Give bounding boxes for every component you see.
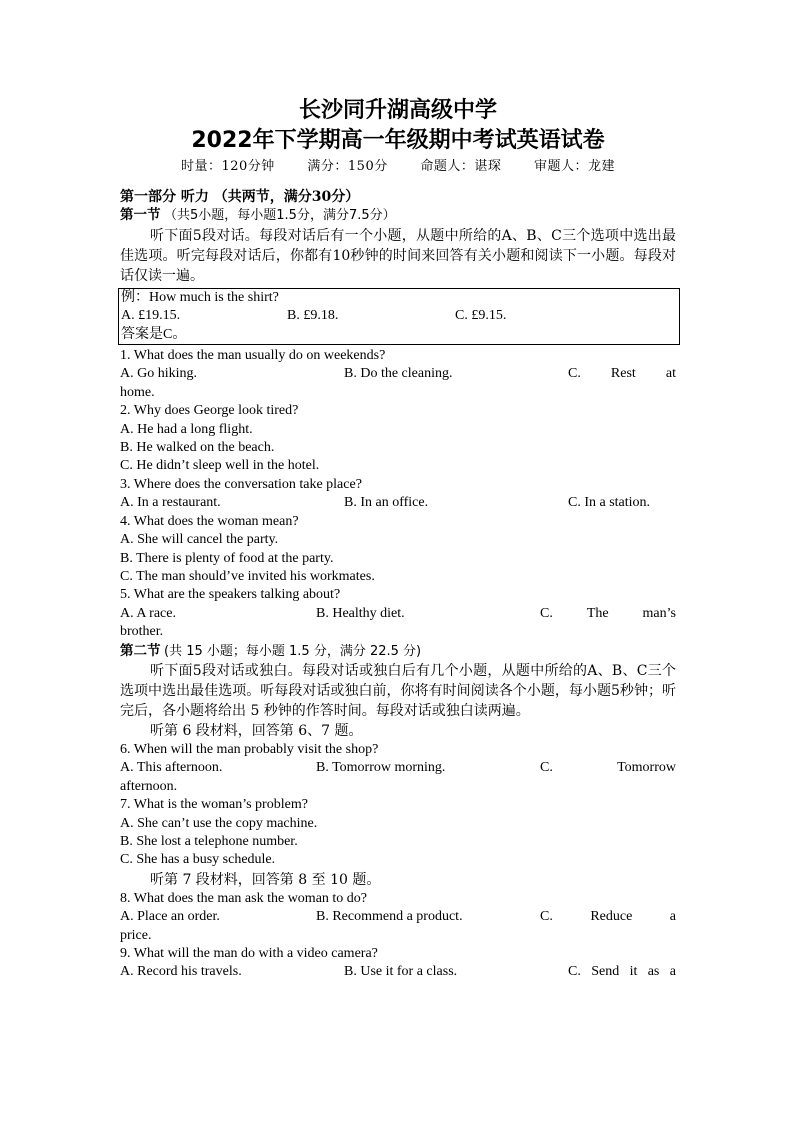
q6-option-a: A. This afternoon. bbox=[120, 760, 223, 776]
material-7-note: 听第 7 段材料，回答第 8 至 10 题。 bbox=[150, 871, 381, 888]
example-option-b: B. £9.18. bbox=[287, 308, 339, 324]
q5-option-a: A. A race. bbox=[120, 605, 176, 621]
q3-option-b: B. In an office. bbox=[344, 495, 429, 511]
school-name: 长沙同升湖高级中学 bbox=[298, 98, 497, 123]
q9-c-word: Send bbox=[591, 964, 620, 980]
q4-option-b: B. There is plenty of food at the party. bbox=[120, 550, 334, 566]
q2-option-c: C. He didn’t sleep well in the hotel. bbox=[120, 458, 320, 474]
section1-header bbox=[120, 206, 676, 225]
question-4-stem: 4. What does the woman mean? bbox=[120, 513, 299, 529]
question-7-stem: 7. What is the woman’s problem? bbox=[120, 797, 308, 813]
q1-c-word: C. bbox=[568, 366, 581, 382]
question-6-stem: 6. When will the man probably visit the shop? bbox=[120, 741, 379, 757]
section2-info: (共 15 小题；每小题 1.5 分，满分 22.5 分) bbox=[164, 643, 422, 659]
question-9-options bbox=[120, 963, 676, 981]
example-option-a: A. £19.15. bbox=[121, 308, 181, 324]
material-6-note: 听第 6 段材料，回答第 6、7 题。 bbox=[150, 722, 363, 739]
q3-option-a: A. In a restaurant. bbox=[120, 495, 221, 511]
q8-option-b: B. Recommend a product. bbox=[316, 909, 463, 925]
q9-option-b: B. Use it for a class. bbox=[344, 964, 458, 980]
question-author: 命题人：谌琛 bbox=[420, 159, 502, 174]
q6-option-c bbox=[540, 759, 676, 777]
question-8-stem: 8. What does the man ask the woman to do? bbox=[120, 890, 368, 906]
q6-option-b: B. Tomorrow morning. bbox=[316, 760, 446, 776]
question-3-options bbox=[120, 494, 676, 512]
q9-option-c bbox=[568, 963, 676, 981]
q5-option-c-cont: brother. bbox=[120, 624, 164, 640]
q8-c-word: C. bbox=[540, 909, 553, 925]
section1-instructions: 听下面5段对话。每段对话后有一个小题，从题中所给的A、B、C三个选项中选出最佳选项。听完每段对话后，你都有10秒钟的时间来回答有关小题和阅读下一小题。每段对话仅读一遍。 bbox=[120, 227, 676, 284]
exam-page bbox=[120, 96, 676, 982]
example-question: 例：How much is the shirt? bbox=[121, 289, 279, 305]
q6-option-c-cont: afternoon. bbox=[120, 778, 178, 794]
q4-option-a: A. She will cancel the party. bbox=[120, 532, 279, 548]
q6-c-word: Tomorrow bbox=[617, 760, 676, 776]
question-3-stem: 3. Where does the conversation take place? bbox=[120, 476, 362, 492]
q8-c-word: a bbox=[669, 909, 676, 925]
example-box bbox=[118, 288, 680, 345]
q6-c-word: C. bbox=[540, 760, 553, 776]
question-1-options bbox=[120, 365, 676, 383]
q8-option-c bbox=[540, 908, 676, 926]
part1-heading: 第一部分 听力 （共两节，满分30分） bbox=[120, 189, 360, 205]
q9-c-word: it bbox=[629, 964, 638, 980]
exam-meta bbox=[120, 158, 676, 176]
q7-option-c: C. She has a busy schedule. bbox=[120, 852, 276, 868]
q9-c-word: C. bbox=[568, 964, 581, 980]
q1-option-c-cont: home. bbox=[120, 384, 155, 400]
q3-option-c: C. In a station. bbox=[568, 495, 651, 511]
example-answer: 答案是C。 bbox=[121, 326, 187, 342]
q2-option-b: B. He walked on the beach. bbox=[120, 440, 275, 456]
q1-option-b: B. Do the cleaning. bbox=[344, 366, 453, 382]
time-limit: 时量：120分钟 bbox=[180, 159, 275, 174]
full-score: 满分：150分 bbox=[307, 159, 388, 174]
q5-c-word: The bbox=[586, 605, 609, 621]
question-9-stem: 9. What will the man do with a video camera? bbox=[120, 946, 378, 961]
q1-c-word: Rest bbox=[610, 366, 636, 382]
q2-option-a: A. He had a long flight. bbox=[120, 421, 253, 437]
q1-option-a: A. Go hiking. bbox=[120, 366, 197, 382]
q1-c-word: at bbox=[665, 366, 676, 382]
section2-label: 第二节 bbox=[120, 642, 161, 659]
q7-option-a: A. She can’t use the copy machine. bbox=[120, 815, 318, 831]
section1-info: （共5小题，每小题1.5分，满分7.5分） bbox=[164, 208, 396, 224]
question-5-options bbox=[120, 605, 676, 623]
q9-option-a: A. Record his travels. bbox=[120, 964, 242, 980]
q5-option-b: B. Healthy diet. bbox=[316, 605, 405, 621]
question-1-stem: 1. What does the man usually do on weekends? bbox=[120, 348, 386, 364]
question-6-options bbox=[120, 759, 676, 777]
q5-c-word: C. bbox=[540, 605, 553, 621]
question-8-options bbox=[120, 908, 676, 926]
q4-option-c: C. The man should’ve invited his workmates. bbox=[120, 568, 375, 584]
q7-option-b: B. She lost a telephone number. bbox=[120, 833, 298, 849]
q8-option-c-cont: price. bbox=[120, 927, 152, 943]
q5-option-c bbox=[540, 605, 676, 623]
question-5-stem: 5. What are the speakers talking about? bbox=[120, 587, 341, 603]
example-options bbox=[121, 307, 677, 325]
q8-option-a: A. Place an order. bbox=[120, 909, 220, 925]
q5-c-word: man’s bbox=[642, 605, 676, 621]
section1-label: 第一节 bbox=[120, 207, 161, 224]
section2-instructions: 听下面5段对话或独白。每段对话或独白后有几个小题，从题中所给的A、B、C三个选项中选出最佳选项。听每段对话或独白前，你将有时间阅读各个小题，每小题5秒钟；听完后，各小题将给出 5 秒钟的作答时间。每段对话或独白读两遍。 bbox=[120, 662, 676, 719]
question-2-stem: 2. Why does George look tired? bbox=[120, 403, 299, 419]
section2-header bbox=[120, 642, 676, 661]
q9-c-word: a bbox=[669, 964, 676, 980]
reviewer: 审题人：龙建 bbox=[534, 159, 616, 174]
q9-c-word: as bbox=[647, 964, 660, 980]
exam-title: 2022年下学期高一年级期中考试英语试卷 bbox=[191, 128, 605, 153]
example-option-c: C. £9.15. bbox=[455, 308, 507, 324]
q1-option-c bbox=[568, 365, 676, 383]
q8-c-word: Reduce bbox=[590, 909, 633, 925]
